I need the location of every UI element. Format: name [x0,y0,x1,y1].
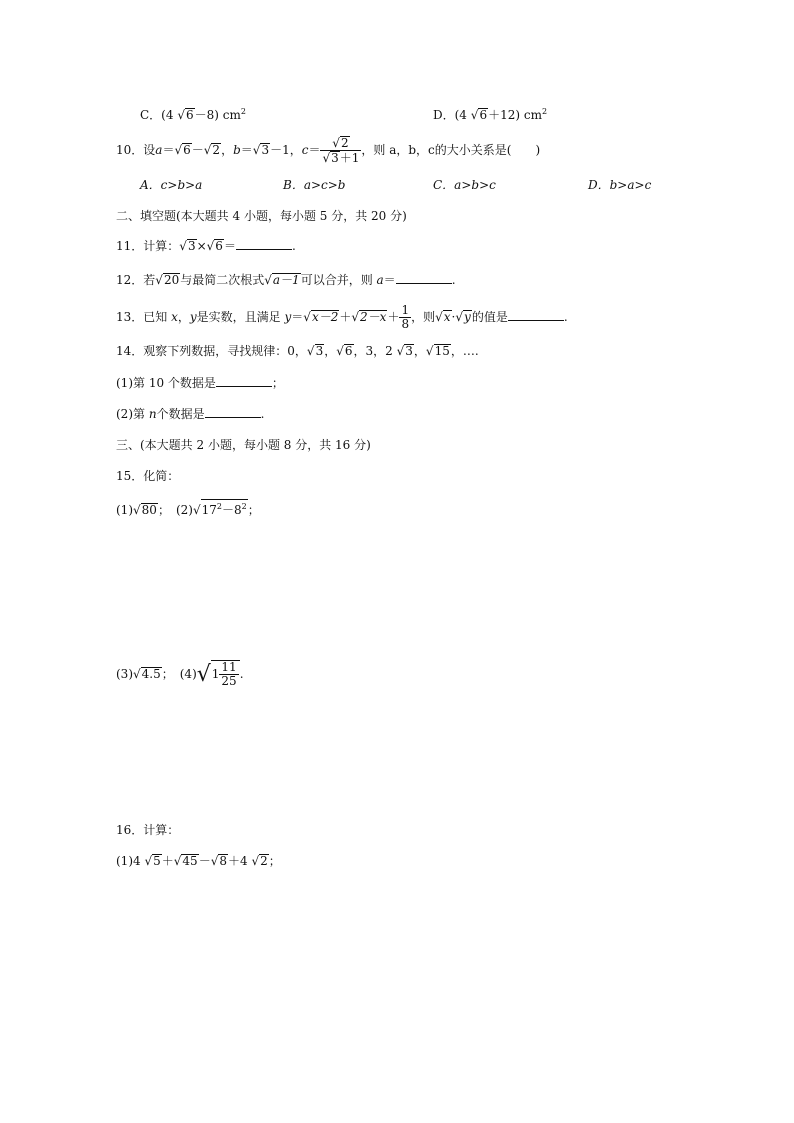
question-11: 11．计算：√3×√6＝ . [116,239,296,253]
answer-blank[interactable] [396,273,452,284]
answer-blank[interactable] [216,376,272,387]
question-14-part-2: (2)第 n个数据是 . [116,407,265,421]
q10-option-d: D．b>a>c [588,178,652,192]
q13-fraction: $\frac{1}{8}$ [401,303,410,331]
q9-option-c: C．(4 √6－8) $cm^2$ [140,107,246,122]
q10-fraction: $\frac{√2}{√3+1}$ [322,136,360,165]
q10-option-c: C．a>b>c [433,178,496,192]
q9-option-d: D．(4 √6＋12) $cm^2$ [433,107,548,122]
question-15-part-1-2: (1)√80； $(2)√17^2-8^2$； [116,499,260,518]
q10-option-a: A．c>b>a [140,178,203,192]
question-14-part-1: (1)第 10 个数据是 ； [116,376,284,390]
answer-blank[interactable] [205,407,261,418]
section-3-heading: 三、(本大题共 2 小题，每小题 8 分，共 16 分) [116,438,371,452]
q10-option-b: B．a>c>b [283,178,346,192]
section-2-heading: 二、填空题(本大题共 4 小题，每小题 5 分，共 20 分) [116,209,407,223]
answer-blank[interactable] [508,310,564,321]
question-16-part-1: (1)4 √5＋√45－√8＋4 √2； [116,854,281,868]
question-12: 12．若√20与最简二次根式√a－1可以合并，则 a＝ . [116,273,456,287]
question-16: 16．计算： [116,823,180,837]
question-14: 14．观察下列数据，寻找规律：0，√3，√6，3，2 √3，√15，…. [116,344,479,358]
question-10: 10．设a＝√6－√2，b＝√3－1，c＝ $\frac{√2}{√3+1}$ ，则 a，b，c的大小关系是( ) [116,136,541,165]
answer-blank[interactable] [236,239,292,250]
question-15-part-3-4: (3)√4.5； (4)√1 $\frac{11}{25}$ . [116,660,244,688]
question-13: 13．已知 x，y是实数，且满足 y＝√x－2＋√2－x＋ $\frac{1}{8}$ ，则√x·√y的值是 . [116,303,568,331]
question-15: 15．化简： [116,469,180,483]
